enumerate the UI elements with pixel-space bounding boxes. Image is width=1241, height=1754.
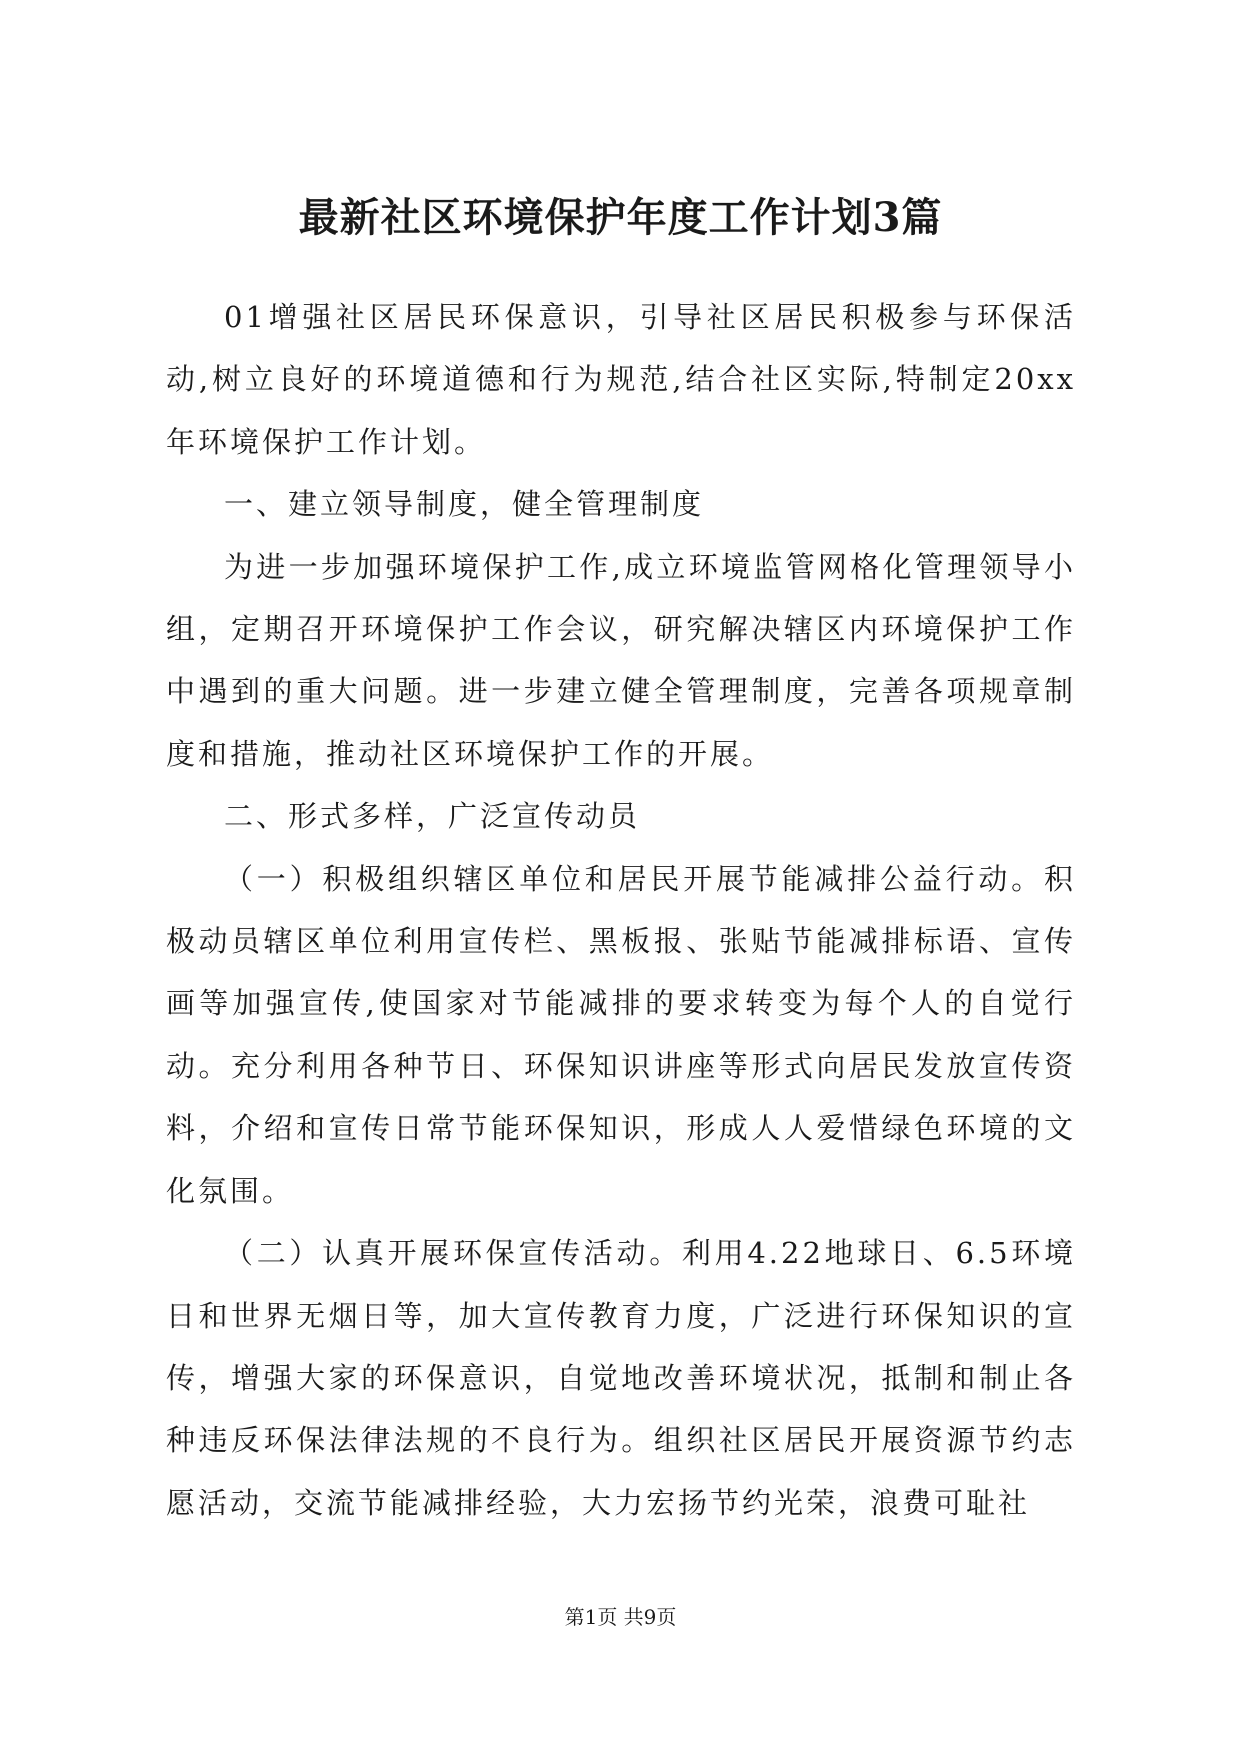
paragraph-intro: 01增强社区居民环保意识，引导社区居民积极参与环保活动,树立良好的环境道德和行为规范,结合社区实际,特制定20xx年环境保护工作计划。	[166, 300, 1076, 459]
paragraph-subsection-1: （一）积极组织辖区单位和居民开展节能减排公益行动。积极动员辖区单位利用宣传栏、黑板报、张贴节能减排标语、宣传画等加强宣传,使国家对节能减排的要求转变为每个人的自觉行动。充分利用各种节日、环保知识讲座等形式向居民发放宣传资料，介绍和宣传日常节能环保知识，形成人人爱惜绿色环境的文化氛围。	[166, 861, 1076, 1208]
paragraph-section-1: 为进一步加强环境保护工作,成立环境监管网格化管理领导小组，定期召开环境保护工作会议，研究解决辖区内环境保护工作中遇到的重大问题。进一步建立健全管理制度，完善各项规章制度和措施，推动社区环境保护工作的开展。	[166, 549, 1076, 771]
section-heading-2: 二、形式多样，广泛宣传动员	[224, 799, 641, 834]
document-title: 最新社区环境保护年度工作计划3篇	[298, 194, 943, 241]
document-body	[166, 286, 1076, 1534]
page-number-footer: 第1页 共9页	[564, 1605, 677, 1629]
section-heading-1: 一、建立领导制度，健全管理制度	[224, 487, 705, 522]
paragraph-subsection-2: （二）认真开展环保宣传活动。利用4.22地球日、6.5环境日和世界无烟日等，加大宣传教育力度，广泛进行环保知识的宣传，增强大家的环保意识，自觉地改善环境状况，抵制和制止各种违反环保法律法规的不良行为。组织社区居民开展资源节约志愿活动，交流节能减排经验，大力宏扬节约光荣，浪费可耻社	[166, 1236, 1076, 1520]
